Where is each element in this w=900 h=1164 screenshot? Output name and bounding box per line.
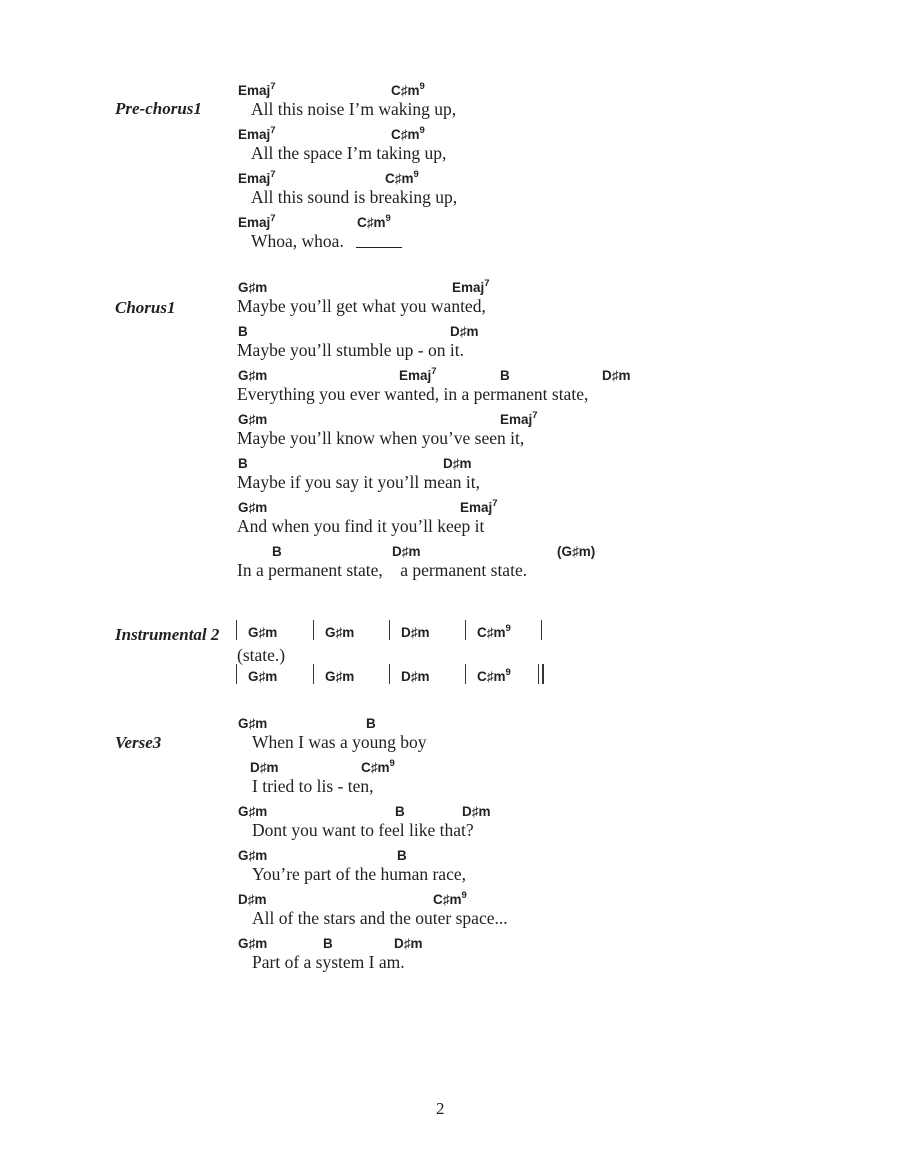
chord: Emaj$^7$ [238,212,276,230]
chord: $C♯m^9$ [391,80,425,98]
chord: D♯m [401,669,430,684]
chord: Emaj$^7$ [238,168,276,186]
barline [389,620,390,640]
chord: B [366,716,376,731]
lyric-line: You’re part of the human race, [252,864,466,884]
chord: D♯m [462,804,491,819]
barline [313,620,314,640]
barline [236,664,237,684]
chord: G♯m [238,368,268,383]
chord: B [397,848,407,863]
chord: G♯m [325,669,355,684]
chord: G♯m [248,669,278,684]
chord: D♯m [238,892,267,907]
page-number: 2 [436,1099,445,1118]
barline [465,620,466,640]
section-label-prechorus1: Pre-chorus1 [115,99,202,118]
chord: G♯m [238,936,268,951]
chord: B [238,456,248,471]
chord: Emaj$^7$ [500,409,538,427]
section-label-chorus1: Chorus1 [115,298,176,317]
chord: $C♯m^9$ [477,666,511,684]
chord: Emaj$^7$ [399,365,437,383]
chord: G♯m [238,412,268,427]
final-barline-thick [542,664,544,684]
chord: G♯m [238,804,268,819]
chord: D♯m [392,544,421,559]
chord: G♯m [238,280,268,295]
chord: $C♯m^9$ [433,889,467,907]
chord: (G♯m) [557,544,596,559]
lyric-line: In a permanent state, a permanent state. [237,560,528,580]
lyric-line: When I was a young boy [252,732,427,752]
chord: D♯m [401,625,430,640]
barline [236,620,237,640]
lyric-line: Maybe you’ll know when you’ve seen it, [237,428,525,448]
lyric-line: Part of a system I am. [252,952,405,972]
chord: $C♯m^9$ [357,212,391,230]
chord: B [238,324,248,339]
chord: B [272,544,282,559]
barline [541,620,542,640]
chord: D♯m [394,936,423,951]
chord: D♯m [250,760,279,775]
chord: G♯m [248,625,278,640]
barline [389,664,390,684]
lyric-line: All this noise I’m waking up, [251,99,457,119]
lyric-line: And when you find it you’ll keep it [237,516,485,536]
chord: D♯m [450,324,479,339]
melisma-extension-line [356,247,402,248]
chord: Emaj$^7$ [460,497,498,515]
chord: $C♯m^9$ [385,168,419,186]
lyric-line: Everything you ever wanted, in a permanent state, [237,384,589,404]
lyric-line: All of the stars and the outer space... [252,908,508,928]
lyric-line: Dont you want to feel like that? [252,820,474,840]
barline [465,664,466,684]
final-barline-thin [538,664,539,684]
lyric-line: Maybe you’ll get what you wanted, [237,296,486,316]
chord: G♯m [238,848,268,863]
lyric-line: Maybe if you say it you’ll mean it, [237,472,481,492]
lyric-line: I tried to lis - ten, [252,776,374,796]
chord: D♯m [602,368,631,383]
barline [313,664,314,684]
chord: $C♯m^9$ [361,757,395,775]
section-label-instrumental2: Instrumental 2 [115,625,220,644]
chord: Emaj$^7$ [238,80,276,98]
lyric-line: Whoa, whoa. [251,231,344,251]
chord: G♯m [325,625,355,640]
chord: B [500,368,510,383]
chord: D♯m [443,456,472,471]
lyric-line: All the space I’m taking up, [251,143,447,163]
lyric-line: Maybe you’ll stumble up - on it. [237,340,464,360]
chord: $C♯m^9$ [391,124,425,142]
section-label-verse3: Verse3 [115,733,162,752]
chord: $C♯m^9$ [477,622,511,640]
lyric-line: (state.) [237,645,286,665]
lyric-line: All this sound is breaking up, [251,187,458,207]
chord: G♯m [238,500,268,515]
chord: Emaj$^7$ [452,277,490,295]
chord: B [323,936,333,951]
chord: G♯m [238,716,268,731]
chord: Emaj$^7$ [238,124,276,142]
chord: B [395,804,405,819]
